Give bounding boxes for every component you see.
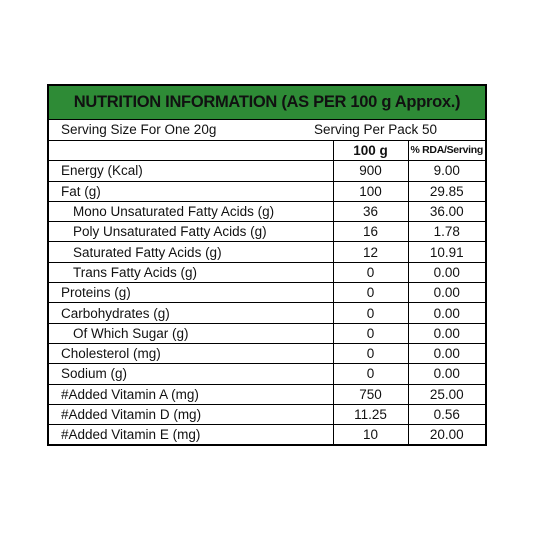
nutrition-panel xyxy=(47,84,487,446)
value-100g: 0 xyxy=(333,283,408,303)
nutrient-name: Mono Unsaturated Fatty Acids (g) xyxy=(49,201,333,221)
value-100g: 10 xyxy=(333,425,408,445)
header-100g: 100 g xyxy=(333,141,408,161)
nutrient-name: #Added Vitamin E (mg) xyxy=(61,427,201,443)
value-rda: 0.00 xyxy=(408,262,485,282)
header-rda: % RDA/Serving xyxy=(408,141,485,161)
value-100g: 750 xyxy=(333,384,408,404)
table-header-row xyxy=(49,141,485,161)
table-row xyxy=(49,364,485,384)
value-rda: 36.00 xyxy=(408,201,485,221)
nutrient-name: Sodium (g) xyxy=(49,364,333,384)
table-row xyxy=(49,181,485,201)
value-100g: 36 xyxy=(333,201,408,221)
value-rda: 25.00 xyxy=(408,384,485,404)
value-100g: 100 xyxy=(333,181,408,201)
value-rda: 9.00 xyxy=(408,161,485,181)
table-row xyxy=(49,323,485,343)
nutrient-name: Saturated Fatty Acids (g) xyxy=(49,242,333,262)
value-rda: 0.00 xyxy=(408,364,485,384)
nutrient-name: Poly Unsaturated Fatty Acids (g) xyxy=(49,222,333,242)
value-rda: 20.00 xyxy=(408,425,485,445)
value-rda: 0.00 xyxy=(408,303,485,323)
table-row xyxy=(49,242,485,262)
serving-info-row xyxy=(49,120,485,141)
value-rda: 0.00 xyxy=(408,343,485,363)
nutrient-name: #Added Vitamin D (mg) xyxy=(49,404,333,424)
table-row xyxy=(49,425,485,445)
table-row xyxy=(49,283,485,303)
value-100g: 0 xyxy=(333,303,408,323)
table-row xyxy=(49,222,485,242)
nutrient-name: #Added Vitamin A (mg) xyxy=(49,384,333,404)
value-100g: 0 xyxy=(333,323,408,343)
value-rda: 0.56 xyxy=(408,404,485,424)
value-100g: 11.25 xyxy=(333,404,408,424)
serving-size: Serving Size For One 20g xyxy=(61,122,217,137)
nutrient-name: Energy (Kcal) xyxy=(49,161,333,181)
table-row xyxy=(49,343,485,363)
servings-per-pack: Serving Per Pack 50 xyxy=(314,122,438,137)
header-nutrient xyxy=(49,141,333,161)
value-100g: 12 xyxy=(333,242,408,262)
value-100g: 900 xyxy=(333,161,408,181)
table-row xyxy=(49,404,485,424)
table-row xyxy=(49,201,485,221)
table-row xyxy=(49,262,485,282)
nutrition-title: NUTRITION INFORMATION (AS PER 100 g Approx.) xyxy=(49,86,485,120)
nutrition-table xyxy=(49,141,485,444)
value-100g: 0 xyxy=(333,262,408,282)
nutrient-name: Cholesterol (mg) xyxy=(49,343,333,363)
nutrient-name: Fat (g) xyxy=(49,181,333,201)
nutrient-name: Proteins (g) xyxy=(49,283,333,303)
value-100g: 16 xyxy=(333,222,408,242)
table-row xyxy=(49,303,485,323)
value-rda: 29.85 xyxy=(408,181,485,201)
value-rda: 0.00 xyxy=(408,323,485,343)
nutrient-name: Of Which Sugar (g) xyxy=(49,323,333,343)
value-100g: 0 xyxy=(333,343,408,363)
table-row xyxy=(49,384,485,404)
nutrient-name: Carbohydrates (g) xyxy=(49,303,333,323)
value-100g: 0 xyxy=(333,364,408,384)
value-rda: 0.00 xyxy=(408,283,485,303)
table-row xyxy=(49,161,485,181)
value-rda: 1.78 xyxy=(408,222,485,242)
value-rda: 10.91 xyxy=(408,242,485,262)
nutrient-name: Trans Fatty Acids (g) xyxy=(49,262,333,282)
